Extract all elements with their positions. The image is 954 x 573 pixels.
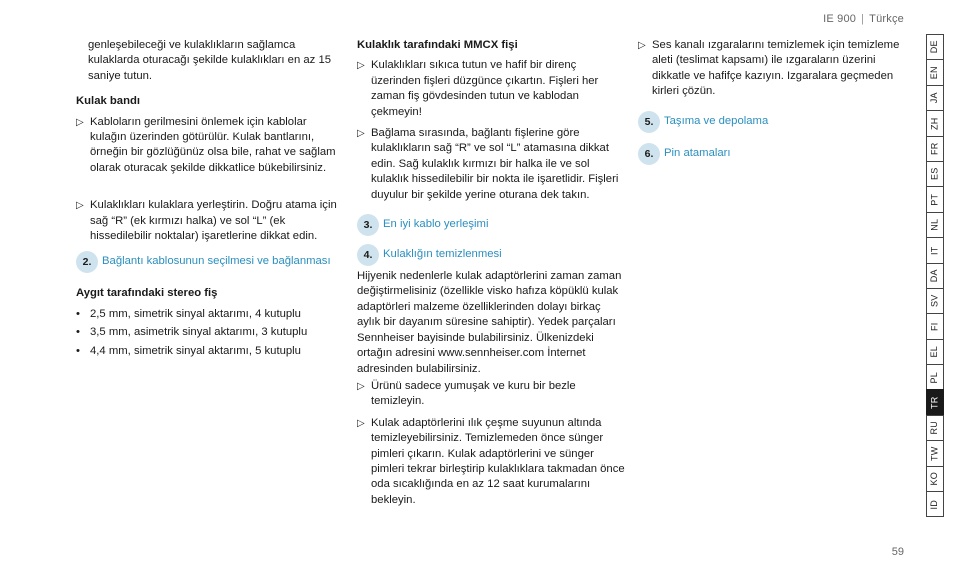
language-tab-ru[interactable] [926, 415, 944, 440]
bullet-icon: • [76, 307, 80, 320]
language-tab-label: IT [929, 246, 940, 255]
section-heading-2 [76, 254, 344, 276]
step-marker-icon: ▷ [357, 380, 365, 392]
language-tab-pt[interactable] [926, 186, 944, 211]
list-item-text: 2,5 mm, simetrik sinyal aktarımı, 4 kutuplu [90, 307, 301, 320]
header-separator: | [861, 13, 865, 25]
language-tab-label: FR [929, 142, 940, 156]
step-marker-icon: ▷ [357, 417, 365, 429]
language-tab-label: JA [929, 92, 940, 104]
section-heading-6 [638, 146, 908, 168]
language-tab-zh[interactable] [926, 110, 944, 135]
language-tab-label: DE [929, 40, 940, 54]
section-number-badge: 2. [76, 251, 98, 273]
page-header [823, 12, 904, 27]
language-tab-label: PL [929, 371, 940, 384]
intro-text: genleşebileceği ve kulaklıkların sağlamca kulaklarda oturacağı şekilde kulaklıkları en az 15 saniye tutun. [88, 39, 332, 82]
step-item [638, 38, 908, 100]
list-item [76, 325, 344, 340]
ear-band-heading: Kulak bandı [76, 95, 141, 108]
step-text: Ses kanalı ızgaralarını temizlemek için temizleme aleti (teslimat kapsamı) ile ızgaraların üzerini dikkatle ve hafifçe kazıyın. Izgaralara geçmeden kirleri çözün. [652, 39, 900, 98]
language-tab-it[interactable] [926, 237, 944, 262]
language-tab-el[interactable] [926, 339, 944, 364]
cleaning-paragraph: Hijyenik nedenlerle kulak adaptörlerini zaman zaman değiştirmelisiniz (özellikle visko hafıza köpüklü kulak adaptörleri malzeme özelliklerinden dolayı birkaç aylık bir dayanım süresine sahiptir). Yedek parçaları Sennheiser bayisinde bulabilirsiniz. Ülkenizdeki ortağın adresini www.sennheiser.com İnternet adresinden bulabilirsiniz. [357, 270, 622, 375]
language-tab-de[interactable] [926, 34, 944, 59]
bullet-icon: • [76, 344, 80, 357]
step-marker-icon: ▷ [76, 200, 84, 212]
section-title: En iyi kablo yerleşimi [383, 218, 489, 231]
section-title: Pin atamaları [664, 146, 731, 159]
step-marker-icon: ▷ [357, 60, 365, 72]
page-number: 59 [891, 546, 904, 558]
section-number-badge: 6. [638, 143, 660, 165]
step-item [357, 58, 625, 120]
step-text: Bağlama sırasında, bağlantı fişlerine göre kulaklıkların sağ “R” ve sol “L” atamasına dikkat edin. Sağ kulaklık kırmızı bir halka ile ve sol kulaklık hissedilebilir bir nokta ile işaretlidir. Fişleri duyulur bir şekilde yerine oturana dek takın. [371, 127, 619, 201]
language-tab-label: KO [929, 472, 940, 486]
language-tab-label: PT [929, 193, 940, 206]
language-tab-label: ID [929, 499, 940, 510]
step-item [357, 416, 625, 508]
model-name: IE 900 [823, 13, 857, 25]
step-item [76, 198, 344, 244]
language-tab-ko[interactable] [926, 466, 944, 491]
section-title: Kulaklığın temizlenmesi [383, 248, 502, 261]
language-tab-tr[interactable] [926, 389, 944, 414]
plug-heading: Aygıt tarafındaki stereo fiş [76, 287, 218, 300]
language-tab-id[interactable] [926, 491, 944, 517]
section-heading-5 [638, 114, 908, 136]
language-tab-es[interactable] [926, 161, 944, 186]
step-text: Kulak adaptörlerini ılık çeşme suyunun altında temizleyebilirsiniz. Temizlemeden önce sünger pimleri çıkarın. Kulak adaptörlerini ve sünger pimleri tekrar birleştirip kulaklıklara takmadan önce oda sıcaklığında en az 12 saat kurumalarını bekleyin. [371, 416, 625, 506]
language-tab-en[interactable] [926, 59, 944, 84]
step-item [357, 126, 625, 203]
language-tab-pl[interactable] [926, 364, 944, 389]
language-tab-label: SV [929, 294, 940, 308]
header-language: Türkçe [869, 13, 904, 25]
language-index [926, 34, 944, 517]
language-tab-label: RU [929, 421, 940, 435]
language-tab-label: FI [929, 322, 940, 331]
section-title: Bağlantı kablosunun seçilmesi ve bağlanması [102, 255, 331, 268]
step-marker-icon: ▷ [76, 116, 84, 128]
step-text: Kabloların gerilmesini önlemek için kablolar kulağın üzerinden götürülür. Kulak bantlarını, örneğin bir gözlüğünüz olsa bile, rahat ve sağlam olarak oturacak şekilde dikkatlice bükebilirsiniz. [90, 115, 336, 174]
list-item [76, 344, 344, 359]
column-1 [76, 38, 344, 359]
step-text: Ürünü sadece yumuşak ve kuru bir bezle temizleyin. [371, 379, 576, 408]
step-marker-icon: ▷ [357, 128, 365, 140]
language-tab-label: NL [929, 218, 940, 231]
step-text: Kulaklıkları sıkıca tutun ve hafif bir direnç üzerinden fişleri düzgünce çıkartın. Fişleri her zaman fiş gövdesinden tutun ve kablodan çekmeyin! [371, 59, 599, 118]
list-item [76, 307, 344, 322]
language-tab-label: DA [929, 269, 940, 283]
bullet-icon: • [76, 326, 80, 339]
language-tab-fi[interactable] [926, 313, 944, 338]
language-tab-label: ES [929, 167, 940, 181]
language-tab-fr[interactable] [926, 136, 944, 161]
section-heading-3 [357, 217, 625, 239]
column-2 [357, 38, 625, 508]
mmcx-heading: Kulaklık tarafındaki MMCX fişi [357, 39, 518, 51]
language-tab-label: EL [929, 346, 940, 358]
step-marker-icon: ▷ [638, 40, 646, 51]
language-tab-label: EN [929, 66, 940, 80]
step-item [357, 379, 625, 410]
section-number-badge: 4. [357, 244, 379, 266]
list-item-text: 3,5 mm, asimetrik sinyal aktarımı, 3 kutuplu [90, 326, 308, 339]
language-tab-sv[interactable] [926, 288, 944, 313]
section-number-badge: 5. [638, 111, 660, 133]
language-tab-nl[interactable] [926, 212, 944, 237]
step-text: Kulaklıkları kulaklara yerleştirin. Doğru atama için sağ “R” (ek kırmızı halka) ve sol “L” (ek hissedilebilir noktalar) işaretlerine dikkat edin. [90, 199, 337, 243]
column-3 [638, 38, 908, 168]
section-title: Taşıma ve depolama [664, 114, 769, 127]
language-tab-ja[interactable] [926, 85, 944, 110]
step-item [76, 115, 344, 177]
language-tab-tw[interactable] [926, 440, 944, 465]
language-tab-da[interactable] [926, 263, 944, 288]
section-number-badge: 3. [357, 214, 379, 236]
section-heading-4 [357, 247, 625, 269]
language-tab-label: TR [929, 396, 940, 409]
list-item-text: 4,4 mm, simetrik sinyal aktarımı, 5 kutuplu [90, 344, 301, 357]
language-tab-label: TW [929, 446, 940, 461]
language-tab-label: ZH [929, 117, 940, 130]
